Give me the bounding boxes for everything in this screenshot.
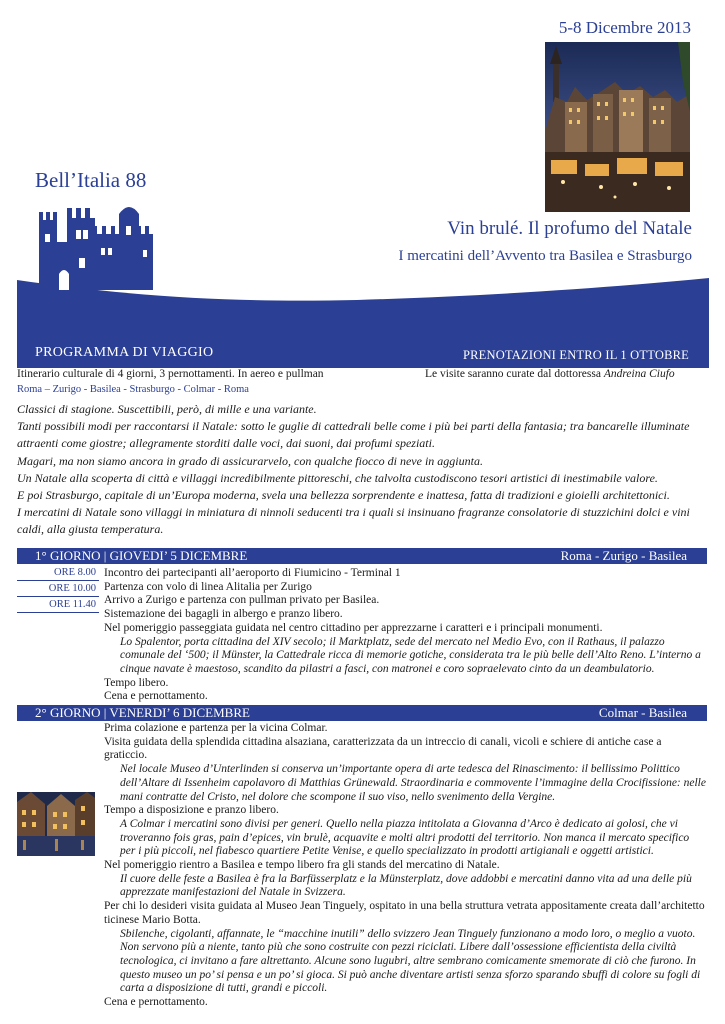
day2-label: 2° GIORNO | VENERDI’ 6 DICEMBRE bbox=[35, 705, 250, 720]
time-label: ORE 10.00 bbox=[17, 582, 99, 597]
page-subtitle: I mercatini dell’Avvento tra Basilea e Strasburgo bbox=[398, 248, 692, 264]
intro-line: E poi Strasburgo, capitale di un’Europa moderna, svela una bellezza sorprendente e inattesa, fatta di tradizioni e gioielli architettonici. bbox=[17, 488, 670, 503]
intro-line: Un Natale alla scoperta di città e villaggi incredibilmente pittoreschi, che talvolta custodiscono tesori artistici di inestimabile valore. bbox=[17, 470, 658, 485]
schedule-line: Tempo libero. bbox=[104, 676, 169, 689]
itinerary-route: Roma – Zurigo - Basilea - Strasburgo - Colmar - Roma bbox=[17, 384, 249, 395]
castle-banner bbox=[17, 190, 709, 368]
schedule-line: Sistemazione dei bagagli in albergo e pranzo libero. bbox=[104, 608, 343, 621]
schedule-line: Incontro dei partecipanti all’aeroporto di Fiumicino - Terminal 1 bbox=[104, 567, 401, 579]
time-label: ORE 11.40 bbox=[17, 598, 99, 613]
schedule-line: Cena e pernottamento. bbox=[104, 690, 208, 703]
day2-route: Colmar - Basilea bbox=[598, 705, 687, 720]
booking-deadline: PRENOTAZIONI ENTRO IL 1 OTTOBRE bbox=[462, 348, 689, 362]
event-date: 5-8 Dicembre 2013 bbox=[558, 18, 691, 37]
time-label: ORE 8.00 bbox=[17, 566, 99, 581]
itinerary-summary: Itinerario culturale di 4 giorni, 3 pernottamenti. In aereo e pullman bbox=[17, 368, 324, 380]
schedule-note: Sbilenche, cigolanti, affannate, le “macchine inutili” dello svizzero Jean Tinguely funzionano a modo loro, o meglio a vuoto. Non servono più a niente, tanto più che sono costruite con pezzi riciclati. Libere dall’ossessione efficientista della civiltà tecnologica, ci invitano a fare altrettanto. Alcune sono lugubri, altre sembrano comicamente smemorate di ciò che furono. In questo museo un po’ si pensa e un po’ si gioca. Si può anche diventare artisti senza sforzo sparando sbuffi di colore su fogli di carta a disposizione di tutti, grandi e piccoli. bbox=[120, 927, 701, 995]
brand-title: Bell’Italia 88 bbox=[35, 168, 147, 192]
intro-line: Classici di stagione. Suscettibili, però, di mille e una variante. bbox=[17, 402, 317, 416]
schedule-line: Nel pomeriggio rientro a Basilea e tempo libero fra gli stands del mercatino di Natale. bbox=[104, 859, 500, 872]
guide-name: Andreina Ciufo bbox=[603, 368, 675, 380]
schedule-note: Lo Spalentor, porta cittadina del XIV secolo; il Marktplatz, sede del mercato nel Medio Evo, con il Rathaus, il palazzo comunale del ‘500; il Münster, la Cattedrale ricca di memorie gotiche, considerata tra le più belle dell’Alto Reno. L’interno a cinque navate è maestoso, scandito da pilastri a fasci, con matronei e coro sopraelevato cinto da un deambulatorio. bbox=[120, 635, 701, 675]
intro-line: Magari, ma non siamo ancora in grado di assicurarvelo, con qualche fiocco di neve in aggiunta. bbox=[17, 453, 483, 468]
schedule-line: Partenza con volo di linea Alitalia per Zurigo bbox=[104, 580, 312, 593]
day1-times bbox=[17, 566, 99, 614]
schedule-line: Tempo a disposizione e pranzo libero. bbox=[104, 804, 279, 817]
intro-line: I mercatini di Natale sono villaggi in miniatura di ninnoli seducenti tra i quali si insinuano fragranze consolatorie di stuzzichini dolci e vini caldi, alla giusta temperatura. bbox=[17, 505, 690, 537]
schedule-line: Visita guidata della splendida cittadina alsaziana, caratterizzata da un intreccio di canali, vicoli e schiere di antiche case a graticcio. bbox=[104, 735, 662, 762]
program-heading: PROGRAMMA DI VIAGGIO bbox=[35, 345, 214, 360]
schedule-line: Arrivo a Zurigo e partenza con pullman privato per Basilea. bbox=[104, 594, 380, 607]
schedule-line: Cena e pernottamento. bbox=[104, 996, 208, 1009]
day1-label: 1° GIORNO | GIOVEDI’ 5 DICEMBRE bbox=[35, 548, 248, 563]
intro-line: Tanti possibili modi per raccontarsi il Natale: sotto le guglie di cattedrali belle come i più bei parti della fantasia; tra bancarelle illuminate attraenti come giostre; allegramente storditi dalle voci, dai suoni, dai profumi speziati. bbox=[17, 419, 690, 451]
intro-text bbox=[17, 401, 707, 539]
day2-bar bbox=[17, 705, 707, 721]
page-title: Vin brulé. Il profumo del Natale bbox=[447, 218, 692, 239]
day2-body bbox=[104, 722, 706, 1010]
schedule-note: Il cuore delle feste a Basilea è fra la Barfüsserplatz e la Münsterplatz, dove addobbi e mercatini danno vita ad una delle più apprezzate manifestazioni del Natale in Svizzera. bbox=[120, 872, 692, 899]
day1-route: Roma - Zurigo - Basilea bbox=[560, 548, 687, 563]
schedule-line: Nel pomeriggio passeggiata guidata nel centro cittadino per apprezzarne i caratteri e i principali monumenti. bbox=[104, 621, 603, 634]
christmas-market-photo bbox=[545, 42, 690, 212]
schedule-note: A Colmar i mercatini sono divisi per generi. Quello nella piazza intitolata a Giovanna d’Arco è dedicato ai golosi, che vi troveranno fois gras, pain d’epices, vin brulè, acquavite e molti altri prodotti del territorio. Non manca il mercato specifico per i più piccoli, nel fiabesco quartiere Petite Venise, e quello specializzato in prodotti artigianali e oggetti artistici. bbox=[120, 817, 690, 858]
colmar-canal-photo bbox=[17, 792, 95, 856]
guide-note bbox=[425, 368, 675, 380]
day1-body bbox=[104, 567, 706, 704]
day1-bar bbox=[17, 548, 707, 564]
schedule-line: Prima colazione e partenza per la vicina Colmar. bbox=[104, 722, 328, 734]
schedule-note: Nel locale Museo d’Unterlinden si conserva un’importante opera di arte tedesca del Rinascimento: il bellissimo Polittico dell’Altare di Issenheim capolavoro di Matthias Grünewald. Straordinaria e commovente l’immagine della Crocifissione: nelle mani contratte del Cristo, nel dolore che scompone il suo viso, nello svenimento della Vergine. bbox=[120, 763, 706, 803]
guide-prefix: Le visite saranno curate dal dottoressa bbox=[425, 368, 604, 380]
schedule-line: Per chi lo desideri visita guidata al Museo Jean Tinguely, ospitato in una bella struttura vetrata appositamente creata dall’architetto ticinese Mario Botta. bbox=[104, 900, 705, 926]
